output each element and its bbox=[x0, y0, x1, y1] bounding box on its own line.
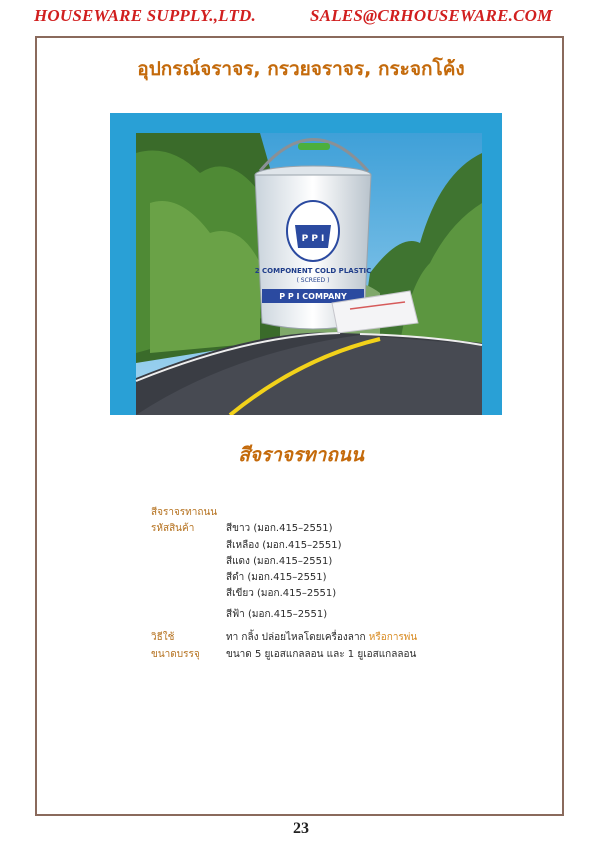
usage-text: ทา กลิ้ง ปล่อยไหลโดยเครื่องลาก bbox=[226, 632, 366, 643]
usage-label: วิธีใช้ bbox=[151, 632, 175, 643]
bucket-sublabel: ( SCREED ) bbox=[296, 277, 330, 284]
color-item: สีแดง (มอก.415–2551) bbox=[226, 556, 333, 567]
color-item: สีดำ (มอก.415–2551) bbox=[226, 572, 327, 583]
color-item: สีเหลือง (มอก.415–2551) bbox=[226, 540, 342, 551]
page-title: อุปกรณ์จราจร, กรวยจราจร, กระจกโค้ง bbox=[137, 58, 465, 80]
bucket-brand: P P I bbox=[301, 234, 325, 244]
packaging-label: ขนาดบรรจุ bbox=[151, 649, 200, 660]
bucket-label: 2 COMPONENT COLD PLASTIC bbox=[254, 267, 372, 275]
sales-email[interactable]: SALES@CRHOUSEWARE.COM bbox=[310, 6, 553, 25]
product-code-label: รหัสสินค้า bbox=[151, 523, 195, 534]
product-name: สีจราจรทาถนน bbox=[151, 507, 218, 518]
color-item: สีเขียว (มอก.415–2551) bbox=[226, 588, 337, 599]
packaging-value: ขนาด 5 ยูเอสแกลลอน และ 1 ยูเอสแกลลอน bbox=[226, 649, 417, 660]
page-number: 23 bbox=[293, 820, 309, 837]
product-title: สีจราจรทาถนน bbox=[238, 444, 364, 466]
usage-highlight: หรือการพ่น bbox=[368, 632, 418, 643]
product-photo bbox=[110, 113, 502, 415]
company-name: HOUSEWARE SUPPLY.,LTD. bbox=[34, 6, 256, 25]
bucket-company: P P I COMPANY bbox=[279, 292, 347, 301]
page-header bbox=[0, 6, 602, 30]
usage-value bbox=[226, 630, 417, 645]
color-item: สีฟ้า (มอก.415–2551) bbox=[226, 609, 328, 620]
color-item: สีขาว (มอก.415–2551) bbox=[226, 523, 333, 534]
